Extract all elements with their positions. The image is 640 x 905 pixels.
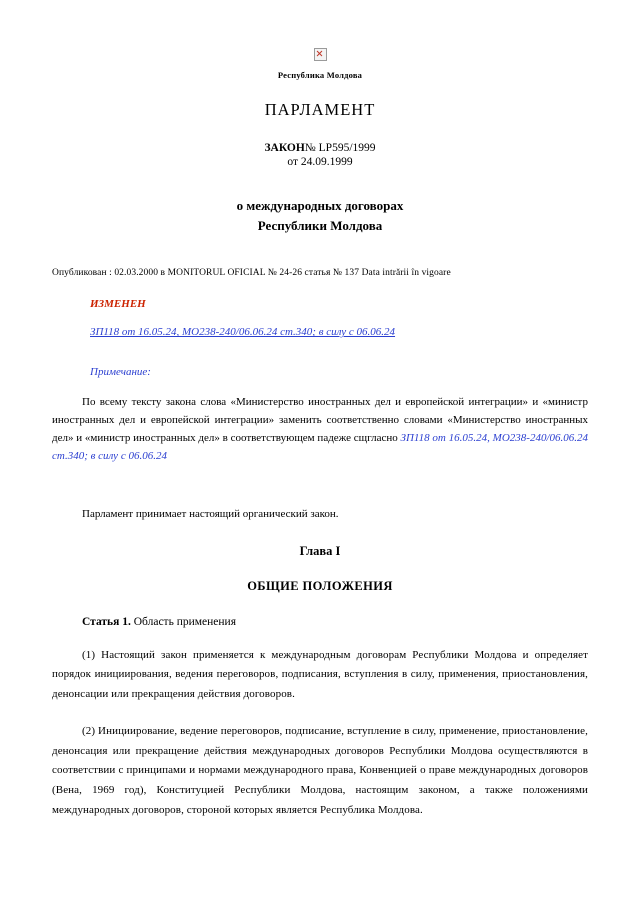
law-number-line [52,142,588,154]
note-inline-link[interactable]: ЗП118 от 16.05.24, МО238-240/06.06.24 ст.340; в силу с 06.06.24 [52,431,589,462]
adoption-statement: Парламент принимает настоящий органический закон. [82,507,339,520]
institution-title: ПАРЛАМЕНТ [264,100,376,119]
law-date: от 24.09.1999 [287,156,353,168]
law-label: ЗАКОН [264,142,305,154]
note-paragraph [52,394,588,465]
document-title-line-1: о международных договорах [236,198,404,213]
article-number: Статья 1. [82,615,131,628]
document-title-line-2: Республики Молдова [257,218,383,234]
note-label: Примечание: [90,366,151,379]
amendment-status: ИЗМЕНЕН [90,298,146,311]
note-text: По всему тексту закона слова «Министерство иностранных дел и европейской интеграции» и «министр иностранных дел и европейской интеграции» заменить соответственно словами «Министерство иностранных дел» и «министр иностранных дел» в соответствующем падеже сщгласно [52,396,588,444]
document-title [52,196,588,236]
amendment-link[interactable]: ЗП118 от 16.05.24, МО238-240/06.06.24 ст.340; в силу с 06.06.24 [90,326,396,339]
chapter-title: ОБЩИЕ ПОЛОЖЕНИЯ [247,578,393,593]
broken-image-icon [314,48,327,61]
law-number: № LP595/1999 [304,142,376,154]
emblem-container [52,48,588,61]
publication-info: Опубликован : 02.03.2000 в MONITORUL OFICIAL № 24-26 статья № 137 Data intrării în vigoare [52,268,451,279]
article-heading [52,616,588,628]
chapter-number: Глава I [299,543,341,558]
article-title: Область применения [130,615,236,628]
country-name: Республика Молдова [277,70,363,80]
article-paragraph-1: (1) Настоящий закон применяется к международным договорам Республики Молдова и определяет порядок инициирования, ведения переговоров, подписания, вступления в силу, применения, приостановления, денонсации или прекращения действия договоров. [52,648,588,700]
article-paragraph-2: (2) Инициирование, ведение переговоров, подписание, вступление в силу, применение, приостановление, денонсация или прекращение действия международных договоров Республики Молдова осуществляются в соответствии с принципами и нормами международного права, Конвенцией о праве международных договоров (Вена, 1969 год), Конституцией Республики Молдова, настоящим законом, а также положениями международных договоров, стороной которых является Республика Молдова. [52,725,588,816]
